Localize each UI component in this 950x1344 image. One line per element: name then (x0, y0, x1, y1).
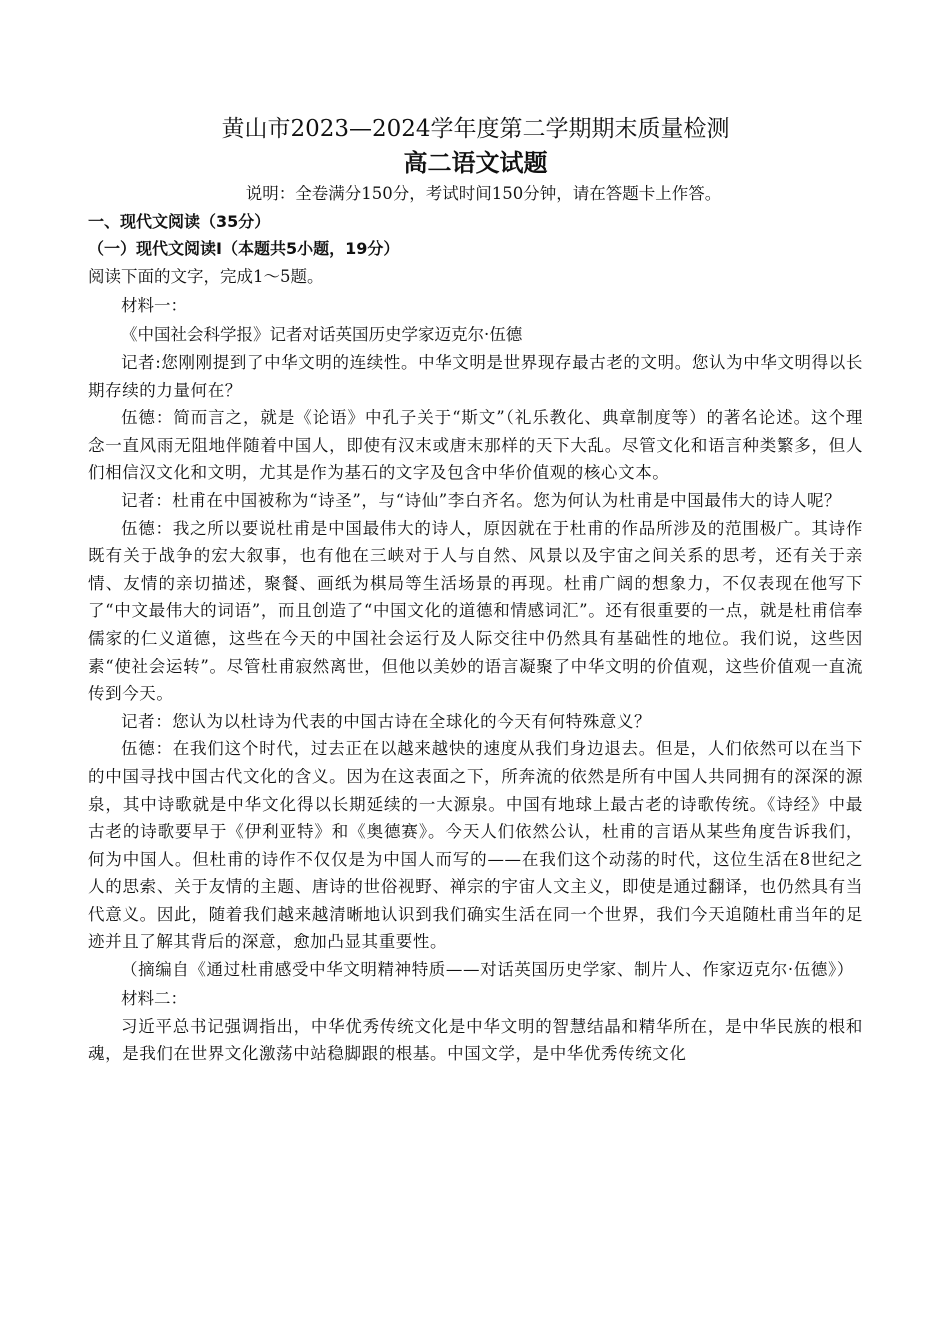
interview-paragraph: 记者:您刚刚提到了中华文明的连续性。中华文明是世界现存最古老的文明。您认为中华文明得以长期存续的力量何在？ (88, 353, 863, 400)
section-heading: 一、现代文阅读（35分） (88, 212, 271, 231)
exam-page (88, 112, 863, 1068)
exam-note: 说明：全卷满分150分，考试时间150分钟，请在答题卡上作答。 (245, 184, 722, 203)
reading-instruction: 阅读下面的文字，完成1～5题。 (88, 267, 324, 286)
material2-label: 材料二： (121, 988, 187, 1008)
source-citation: （摘编自《通过杜甫感受中华文明精神特质——对话英国历史学家、制片人、作家迈克尔·伍德》） (121, 960, 854, 980)
exam-title: 黄山市2023—2024学年度第二学期期末质量检测 (221, 116, 730, 142)
interview-paragraph: 伍德：我之所以要说杜甫是中国最伟大的诗人，原因就在于杜甫的作品所涉及的范围极广。其诗作既有关于战争的宏大叙事，也有他在三峡对于人与自然、风景以及宇宙之间关系的思考，还有关于亲情、友情的亲切描述，聚餐、画纸为棋局等生活场景的再现。杜甫广阔的想象力，不仅表现在他写下了“中文最伟大的词语”，而且创造了“中国文化的道德和情感词汇”。还有很重要的一点，就是杜甫信奉儒家的仁义道德，这些在今天的中国社会运行及人际交往中仍然具有基础性的地位。我们说，这些因素“使社会运转”。尽管杜甫寂然离世，但他以美妙的语言凝聚了中华文明的价值观，这些价值观一直流传到今天。 (88, 518, 863, 704)
exam-subtitle: 高二语文试题 (403, 149, 548, 177)
interview-paragraph: 记者：杜甫在中国被称为“诗圣”，与“诗仙”李白齐名。您为何认为杜甫是中国最伟大的诗人呢？ (121, 490, 842, 510)
interview-paragraph: 伍德：简而言之，就是《论语》中孔子关于“斯文”（礼乐教化、典章制度等）的著名论述。这个理念一直风雨无阻地伴随着中国人，即使有汉末或唐末那样的天下大乱。尽管文化和语言种类繁多，但人们相信汉文化和文明，尤其是作为基石的文字及包含中华价值观的核心文本。 (88, 408, 863, 483)
material1-label: 材料一： (121, 296, 187, 315)
material1-title: 《中国社会科学报》记者对话英国历史学家迈克尔·伍德 (121, 325, 523, 344)
material2-paragraph: 习近平总书记强调指出，中华优秀传统文化是中华文明的智慧结晶和精华所在，是中华民族的根和魂，是我们在世界文化激荡中站稳脚跟的根基。中国文学，是中华优秀传统文化 (88, 1016, 863, 1064)
interview-paragraph: 伍德：在我们这个时代，过去正在以越来越快的速度从我们身边退去。但是，人们依然可以在当下的中国寻找中国古代文化的含义。因为在这表面之下，所奔流的依然是所有中国人共同拥有的深深的源泉，其中诗歌就是中华文化得以长期延续的一大源泉。中国有地球上最古老的诗歌传统。《诗经》中最古老的诗歌要早于《伊利亚特》和《奥德赛》。今天人们依然公认，杜甫的言语从某些角度告诉我们，何为中国人。但杜甫的诗作不仅仅是为中国人而写的——在我们这个动荡的时代，这位生活在8世纪之人的思索、关于友情的主题、唐诗的世俗视野、禅宗的宇宙人文主义，即使是通过翻译，也仍然具有当代意义。因此，随着我们越来越清晰地认识到我们确实生活在同一个世界，我们今天追随杜甫当年的足迹并且了解其背后的深意，愈加凸显其重要性。 (88, 739, 863, 952)
interview-paragraph: 记者：您认为以杜诗为代表的中国古诗在全球化的今天有何特殊意义？ (121, 711, 652, 731)
sub-section-heading: （一）现代文阅读Ⅰ（本题共5小题，19分） (88, 239, 400, 258)
